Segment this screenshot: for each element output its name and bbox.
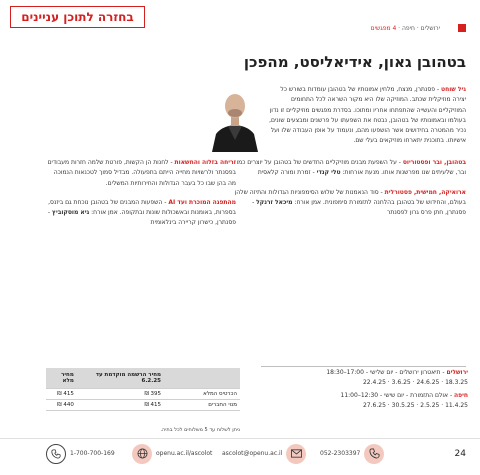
session-title: מהתפגה המוכרת ועד AI: [168, 198, 236, 206]
schedule-dates: 18.3.25 · 24.6.25 · 3.6.25 · 22.4.25: [362, 378, 468, 386]
website-contact[interactable]: [132, 443, 212, 464]
schedule-city: ירושלים: [446, 369, 468, 376]
page-title: בטהובן גאון, אידיאליסט, מהפכן: [243, 53, 466, 71]
toll-free-number[interactable]: 1-700-700-169: [70, 450, 115, 457]
schedule-venue: - תיאטרון ירושלים - יום שלישי - 17:00–18:30: [326, 369, 447, 376]
breadcrumb: [371, 25, 440, 32]
table-header-row: [46, 368, 240, 389]
back-to-contents-button[interactable]: בחזרה לתוכן עניינים: [10, 6, 145, 28]
schedule: [268, 368, 468, 410]
email-icon: [286, 444, 306, 464]
guest-role: - זמרת ומורה קלאסית: [257, 169, 317, 177]
lecturer-name: גיל שוחט: [441, 86, 466, 93]
session-title: ארואיקה, חמישית, פסטורלית: [384, 188, 466, 196]
header-full-price: מחיר מלא: [46, 368, 77, 389]
early-price: 415 ₪: [77, 400, 164, 411]
session-title: בטהובן, ובר ופסטוריוס: [402, 159, 466, 166]
right-column: [234, 158, 466, 218]
row-label: הכרטיס המלא: [164, 389, 240, 400]
breadcrumb-cities: ירושלים · חיפה ·: [396, 25, 440, 32]
session-item: [234, 158, 466, 179]
session-text: - השפעות המבנים של בטהובן נוכחת גם ביזנס, בספרות, באומנות ובאשכולות שונות ובתקופה. אמן אורח:: [48, 198, 236, 217]
guest-name: גיא מוסקוביץ: [51, 209, 90, 217]
guest-role: - פסנתרן, כישרון קריירה בינלאומית: [47, 209, 236, 227]
session-title: זריחה בזלוה והחשאות: [174, 159, 236, 166]
row-label: מנוי החברים: [164, 400, 240, 411]
session-item: [46, 158, 236, 189]
left-column: [46, 158, 236, 229]
intro-text: - פסנתרן, מנצח, מלחין אמונותיו של בטהובן עומדות בשורש כל יצירה מוזיקלית שכתב. המוזיקה שלו היא מקור השראה לכל התחומים המוזיקליים והעשייה שהתפתחו אחריו ומתוכו. בסדרת מפגשים מוזיקליים זו נדון בעולמו ובאמונותיו של בטהובן, נבטח את השפעתו על פרשנים ומבצעים שונים, נכיר מהמטרה בחידושים אשר הושפעו מהם, ונעמוד על אופן העבודה שלו ועל אישיותו. בתוכנית יתארחו מוזיקאים בעלי שם.: [269, 86, 466, 145]
schedule-item: [268, 368, 468, 378]
guest-role: - פסנתרן, חתן פרס גרון לפסנתר: [252, 198, 466, 217]
session-text: - על השפעת מבנים מוזיקליים החדשים של בטהובן על יוצרים כמו ובר, שלעיתים שנו מפרשנות אותו. מנעת אורחות:: [236, 159, 466, 177]
schedule-item: [268, 391, 468, 401]
guest-name: טלי קנדי: [316, 169, 341, 177]
early-price: 395 ₪: [77, 389, 164, 400]
session-item: [46, 198, 236, 229]
email-address[interactable]: ascolot@openu.ac.il: [222, 450, 283, 457]
section-marker: [458, 24, 466, 32]
phone-icon: [46, 444, 66, 464]
lecturer-photo: [206, 88, 264, 152]
globe-icon: [132, 444, 152, 464]
ticket-note: ניתן לשלוח עד 5 משלוחים לכל בתיה.: [160, 427, 240, 433]
email-contact[interactable]: [222, 443, 306, 464]
full-price: 415 ₪: [46, 389, 77, 400]
header-early-price: מחיר הרשמה מוקדמת עד 6.2.25: [77, 368, 164, 389]
schedule-venue: - אולם התזמורת - יום שישי - 12:30–11:00: [340, 392, 455, 399]
toll-free-contact[interactable]: [46, 443, 115, 464]
session-text: - לחנות הן הקשות, פורטת שלמה חזרות מעבודים בפסנתר ולרשויות מחייה הייתם בתפעולה. מבדיל סמוך לטכנאות הנמוכה מה בהן שבו כל בעבר הגדולות והחירותיות המשלים.: [47, 159, 236, 187]
phone-icon: [364, 444, 384, 464]
full-price: 440 ₪: [46, 400, 77, 411]
schedule-dates: 11.4.25 · 2.5.25 · 30.5.25 · 27.6.25: [362, 401, 468, 409]
guest-name: מיכאל זרנקל: [256, 198, 293, 206]
table-row: [46, 400, 240, 411]
phone-number[interactable]: 052-2303397: [320, 450, 361, 457]
table-header-empty: [164, 368, 240, 389]
page-number: 24: [454, 449, 466, 459]
breadcrumb-sessions: 4 מפגשים: [370, 25, 397, 32]
divider: [261, 366, 466, 367]
table-row: [46, 389, 240, 400]
website-url[interactable]: openu.ac.il/ascolot: [156, 450, 213, 457]
ticket-price-table: [46, 368, 240, 411]
phone-contact[interactable]: [320, 443, 384, 464]
session-item: [234, 188, 466, 219]
intro-paragraph: [268, 85, 466, 147]
schedule-city: חיפה: [454, 392, 468, 399]
footer-divider: [0, 438, 480, 439]
session-text: - סוד הנאמנות של שלוש הסימפוניות הגדולות והתיזה שלהן בעולם, והחידוש של בטהובן בהלחנה לתזמורת סימפונית. אמן אורח:: [234, 188, 466, 206]
